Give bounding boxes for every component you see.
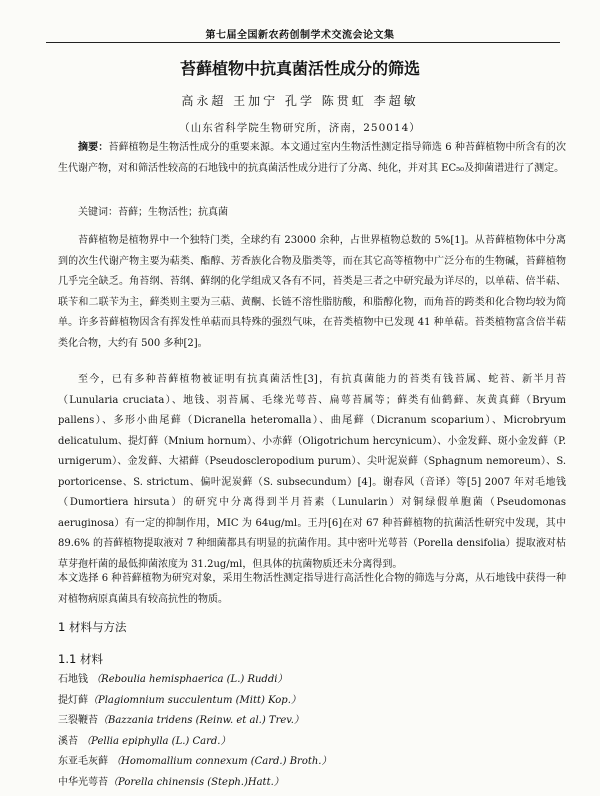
list-item	[58, 732, 566, 753]
list-item	[58, 670, 566, 691]
species-latin: （Reboulia hemisphaerica (L.) Ruddi）	[91, 674, 288, 685]
species-cn: 中华光萼苔	[58, 776, 108, 788]
species-cn: 东亚毛灰藓	[58, 756, 108, 767]
materials-list	[58, 670, 566, 793]
purpose-text: 本文选择 6 种苔藓植物为研究对象，采用生物活性测定指导进行高活性化合物的筛选与分离，从石地钱中获得一种对植物病原真菌具有较高抗性的物质。	[58, 573, 566, 605]
abstract-label: 摘要：	[78, 142, 109, 153]
author-list: 高永超 王加宁 孔学 陈贯虹 李超敏	[181, 94, 419, 108]
intro-paragraph	[58, 231, 566, 354]
literature-paragraph	[58, 370, 566, 575]
section-heading-materials-methods: 1 材料与方法	[58, 620, 127, 634]
intro-text: 苔藓植物是植物界中一个独特门类，全球约有 23000 余种，占世界植物总数的 5%[1]。从苔藓植物体中分离到的次生代谢产物主要为萜类、酯醇、芳香族化合物及脂类等，而在其它高等植物中广泛分布的生物碱，苔藓植物几乎完全缺乏。角苔纲、苔纲、藓纲的化学组成又各有不同，苔类是三者之中研究最为详尽的，以单萜、倍半萜、联苄和二联苄为主，藓类则主要为三萜、黄酮、长链不溶性脂肪酸，和脂醇化物，而角苔的跨类和化合物均较为简单。许多苔藓植物因含有挥发性单萜而具特殊的强烈气味，在苔类植物中已发现 41 种单萜。苔类植物富含倍半萜类化合物，大约有 500 多种[2]。	[58, 235, 566, 349]
paper-title: 苔藓植物中抗真菌活性成分的筛选	[179, 59, 420, 78]
keywords-label: 关键词：	[78, 207, 118, 218]
list-item	[58, 691, 566, 712]
purpose-paragraph	[58, 569, 566, 610]
header-rule	[46, 42, 560, 43]
species-cn: 三裂鞭苔	[58, 715, 98, 726]
literature-text: 至今，已有多种苔藓植物被证明有抗真菌活性[3]，有抗真菌能力的苔类有钱苔属、蛇苔、新半月苔（Lunularia cruciata）、地钱、羽苔属、毛缘光萼苔、扁萼苔属等；藓类有仙鹤藓、灰黄真藓（Bryum pallens）、多形小曲尾藓（Dicranella heteromalla）、曲尾藓（Dicranum scoparium）、Microbryum delicatulum、提灯藓（Mnium hornum）、小赤藓（Oligotrichum hercynicum）、小金发藓、斑小金发藓（P. urnigerum）、金发藓、大裙藓（Pseudoscleropodium purum）、尖叶泥炭藓（Sphagnum nemoreum）、S. portoricense、S. strictum、偏叶泥炭藓（S. subsecundum）[4]。谢春风（音译）等[5] 2007 年对毛地钱（Dumortiera hirsuta）的研究中分离得到半月苔素（Lunularin）对铜绿假单胞菌（Pseudomonas aeruginosa）有一定的抑制作用，MIC 为 64ug/ml。王丹[6]在对 67 种苔藓植物的抗菌活性研究中发现，其中 89.6% 的苔藓植物提取液对 7 种细菌都具有明显的抗菌作用。其中密叶光萼苔（Porella densifolia）提取液对枯草芽孢杆菌的最低抑菌浓度为 31.2ug/ml，但具体的抗菌物质还未分离得到。	[58, 374, 566, 570]
species-latin: （Homomallium connexum (Card.) Broth.）	[111, 756, 332, 767]
species-latin: （Bazzania tridens (Reinw. et al.) Trev.）	[98, 715, 304, 726]
list-item	[58, 752, 566, 773]
list-item	[58, 711, 566, 732]
subsection-heading-materials: 1.1 材料	[58, 652, 103, 666]
running-head: 第七届全国新农药创制学术交流会论文集	[205, 30, 395, 41]
species-latin: （Plagiomnium succulentum (Mitt) Kop.）	[88, 694, 301, 706]
species-latin: （Porella chinensis (Steph.)Hatt.）	[108, 776, 284, 788]
list-item	[58, 773, 566, 794]
species-cn: 提灯藓	[58, 694, 88, 706]
affiliation: （山东省科学院生物研究所，济南，250014）	[179, 122, 421, 134]
abstract	[58, 138, 566, 179]
species-cn: 溪苔	[58, 735, 78, 747]
species-cn: 石地钱	[58, 674, 88, 685]
keywords	[58, 203, 566, 224]
abstract-text: 苔藓植物是生物活性成分的重要来源。本文通过室内生物活性测定指导筛选 6 种苔藓植物中所含有的次生代谢产物，对和筛活性较高的石地钱中的抗真菌活性成分进行了分离、纯化，并对其 EC₅₀及抑菌谱进行了测定。	[58, 142, 566, 174]
species-latin: （Pellia epiphylla (L.) Card.）	[81, 735, 231, 747]
keywords-text: 苔藓；生物活性；抗真菌	[118, 207, 228, 218]
